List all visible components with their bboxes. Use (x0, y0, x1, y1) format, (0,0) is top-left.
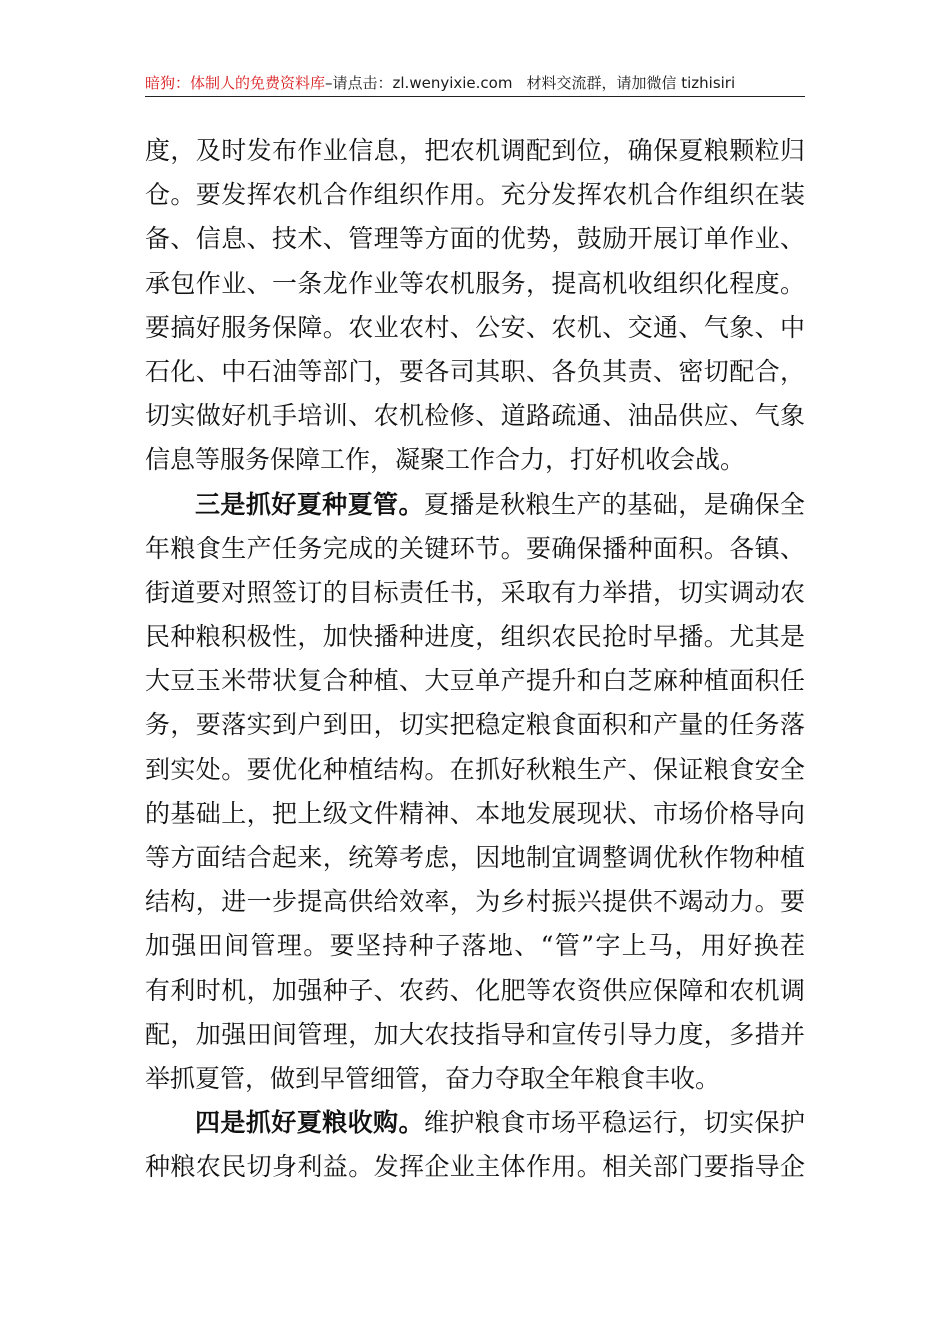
page-header (145, 70, 805, 94)
body-line: 备、信息、技术、管理等方面的优势，鼓励开展订单作业、 (145, 224, 805, 254)
body-line: 有利时机，加强种子、农药、化肥等农资供应保障和农机调 (145, 975, 805, 1005)
body-line: 仓。要发挥农机合作组织作用。充分发挥农机合作组织在装 (145, 180, 805, 210)
body-line: 信息等服务保障工作，凝聚工作合力，打好机收会战。 (145, 445, 746, 475)
header-divider (145, 96, 805, 97)
body-line: 到实处。要优化种植结构。在抓好秋粮生产、保证粮食安全 (145, 754, 805, 784)
section-three-first-line (145, 483, 805, 527)
body-line: 等方面结合起来，统筹考虑，因地制宜调整调优秋作物种植 (145, 843, 805, 872)
body-line: 年粮食生产任务完成的关键环节。要确保播种面积。各镇、 (145, 533, 805, 563)
body-line: 加强田间管理。要坚持种子落地、“管”字上马，用好换茬 (145, 931, 805, 961)
body-line: 石化、中石油等部门，要各司其职、各负其责、密切配合， (145, 356, 805, 386)
section-three-intro: 夏播是秋粮生产的基础，是确保全 (423, 489, 805, 519)
body-line: 度，及时发布作业信息，把农机调配到位，确保夏粮颗粒归 (145, 136, 805, 165)
body-line: 街道要对照签订的目标责任书，采取有力举措，切实调动农 (145, 577, 805, 607)
body-line: 切实做好机手培训、农机检修、道路疏通、油品供应、气象 (145, 401, 805, 431)
header-group-note: 材料交流群，请加微信 tizhisiri (526, 73, 736, 92)
body-line: 配，加强田间管理，加大农技指导和宣传引导力度，多措并 (145, 1019, 805, 1049)
body-line: 民种粮积极性，加快播种进度，组织农民抢时早播。尤其是 (145, 622, 805, 652)
body-line: 要搞好服务保障。农业农村、公安、农机、交通、气象、中 (145, 312, 805, 342)
section-four-first-line (145, 1101, 805, 1145)
body-line: 的基础上，把上级文件精神、本地发展现状、市场价格导向 (145, 798, 805, 828)
body-line: 种粮农民切身利益。发挥企业主体作用。相关部门要指导企 (145, 1152, 805, 1182)
body-line: 大豆玉米带状复合种植、大豆单产提升和白芝麻种植面积任 (145, 666, 805, 696)
body-line: 务，要落实到户到田，切实把稳定粮食面积和产量的任务落 (145, 710, 805, 740)
header-link-prompt[interactable]: –请点击：zl.wenyixie.com (325, 73, 513, 92)
document-body (145, 129, 805, 1190)
section-four-heading: 四是抓好夏粮收购。 (195, 1108, 424, 1138)
header-site-name: 暗狗：体制人的免费资料库 (145, 73, 326, 92)
body-line: 承包作业、一条龙作业等农机服务，提高机收组织化程度。 (145, 268, 805, 298)
section-four-intro: 维护粮食市场平稳运行，切实保护 (423, 1108, 805, 1138)
section-three-heading: 三是抓好夏种夏管。 (195, 489, 424, 519)
body-line: 举抓夏管，做到早管细管，奋力夺取全年粮食丰收。 (145, 1063, 721, 1093)
body-line: 结构，进一步提高供给效率，为乡村振兴提供不竭动力。要 (145, 887, 805, 917)
